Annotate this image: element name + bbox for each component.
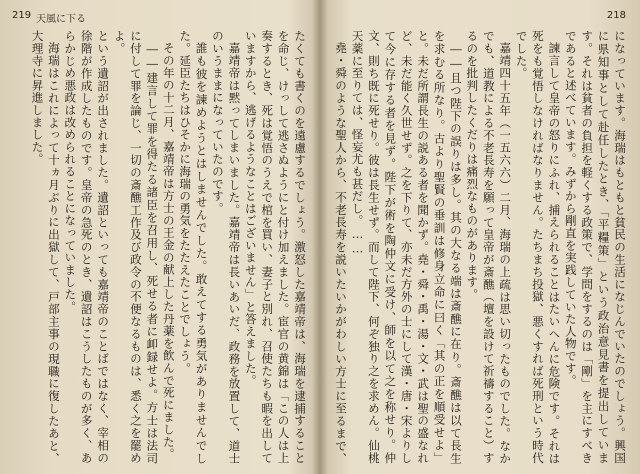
page-number: 219 (12, 10, 32, 21)
paragraph: という遺詔が出されました。遺詔といっても嘉靖帝のことばではなく、宰相の徐階が作成したものです。皇帝の急死のとき、遺詔はこうしたものが多く、あらかじめ悪政は改められることになっていました。 (63, 30, 111, 464)
body-text (12, 30, 308, 464)
quote-paragraph: ――且つ陛下の誤りは多し。其の大なる端は斎醮に在り。斎醮は以て長生を求むる所なり。古より聖賢の垂訓は修身立命に曰く「其の正を順受せよ」と。未だ所謂長生の説ある者を聞かず。堯・舜・禹・湯・文・武は聖の盛なれど、未だ能く久世せず。之を下りて、亦未だ方外の士にして漢・唐・宋よりして今に存する者を見ず。陛下が術を陶仲文に受け、師を以て之を称せり。仲文、則ち既に死せり。彼は長生せず。而して陛下、何ぞ独り之を求めん。仙桃天薬に至りては、怪妄尤も甚だし。…… (350, 30, 463, 464)
paragraph: 諫言して皇帝の怒りにふれ、捕えられることはたいへんに危険です。それは死をも覚悟しなければなりません。たちまち投獄、悪くすれば死刑という時代でした。 (514, 30, 562, 464)
paragraph: 嘉靖四十五年（一五六六）二月、海瑞の上疏は思い切ったものでした。なかでも、道教による不老長寿を願って皇帝が斎醮（壇を設けて祈禱すること）するのを批判したくだりは痛烈なものがあります。 (465, 30, 513, 464)
paragraph: になっています。海瑞はもともと貧民の生活になじんでいたのでしょう。興国に県知事として赴任したとき、「平糧策」という政治意見書を提出しています。それは貧者の負担を軽くする政策で、学問をするのは「剛」を主にすべきであると述べています。みずから剛直を実践していた人物です。 (563, 30, 627, 464)
paragraph: 海瑞はこれによって十ヵ月ぶりに出獄して、戸部主事の現職に復したあと、大理寺に昇進しました。 (30, 30, 61, 464)
page-number: 218 (606, 10, 626, 21)
paragraph: 嘉靖帝は黙ってしまいました。嘉靖帝は長いあいだ、政務を放置して、道士のいうままになっていたのです。 (210, 30, 242, 464)
running-title: 天風に下る (36, 14, 86, 25)
right-page (322, 0, 640, 474)
paragraph: 堯・舜のような聖人から、不老長寿を説いたいかがわしい方士に至るまで、 (334, 41, 349, 464)
paragraph: その年の十二月、嘉靖帝は方士の王金の献上した丹薬を飲んで死にました。 (161, 41, 176, 460)
body-text (332, 30, 628, 464)
left-page (0, 0, 318, 474)
quote-paragraph: ――建言して罪を得たる諸臣を召用し、死せる者に卹録せよ。方士は法司に付して罪を論じ、一切の斎醮工作及び政令の不便なるものは、悉く之を罷めよ。 (112, 30, 160, 464)
paragraph: 誰も彼を諫めようとはしませんでした。敢えてする勇気がありませんでした。延臣たちはひそかに海瑞の勇気をたたえたことでしょう。 (178, 30, 209, 464)
paragraph: たくても書くのを遠慮するでしょう。激怒した嘉靖帝は、海瑞を逮捕することを命じ、けっして逃さぬようにと付け加えました。宦官の黄錦は「この人は上奏するとき、死は覚悟のうえで棺を買い、妻子と別れ、召使たちも暇を出していますから、逃げるようなことはございません」と答えました。 (243, 30, 307, 464)
